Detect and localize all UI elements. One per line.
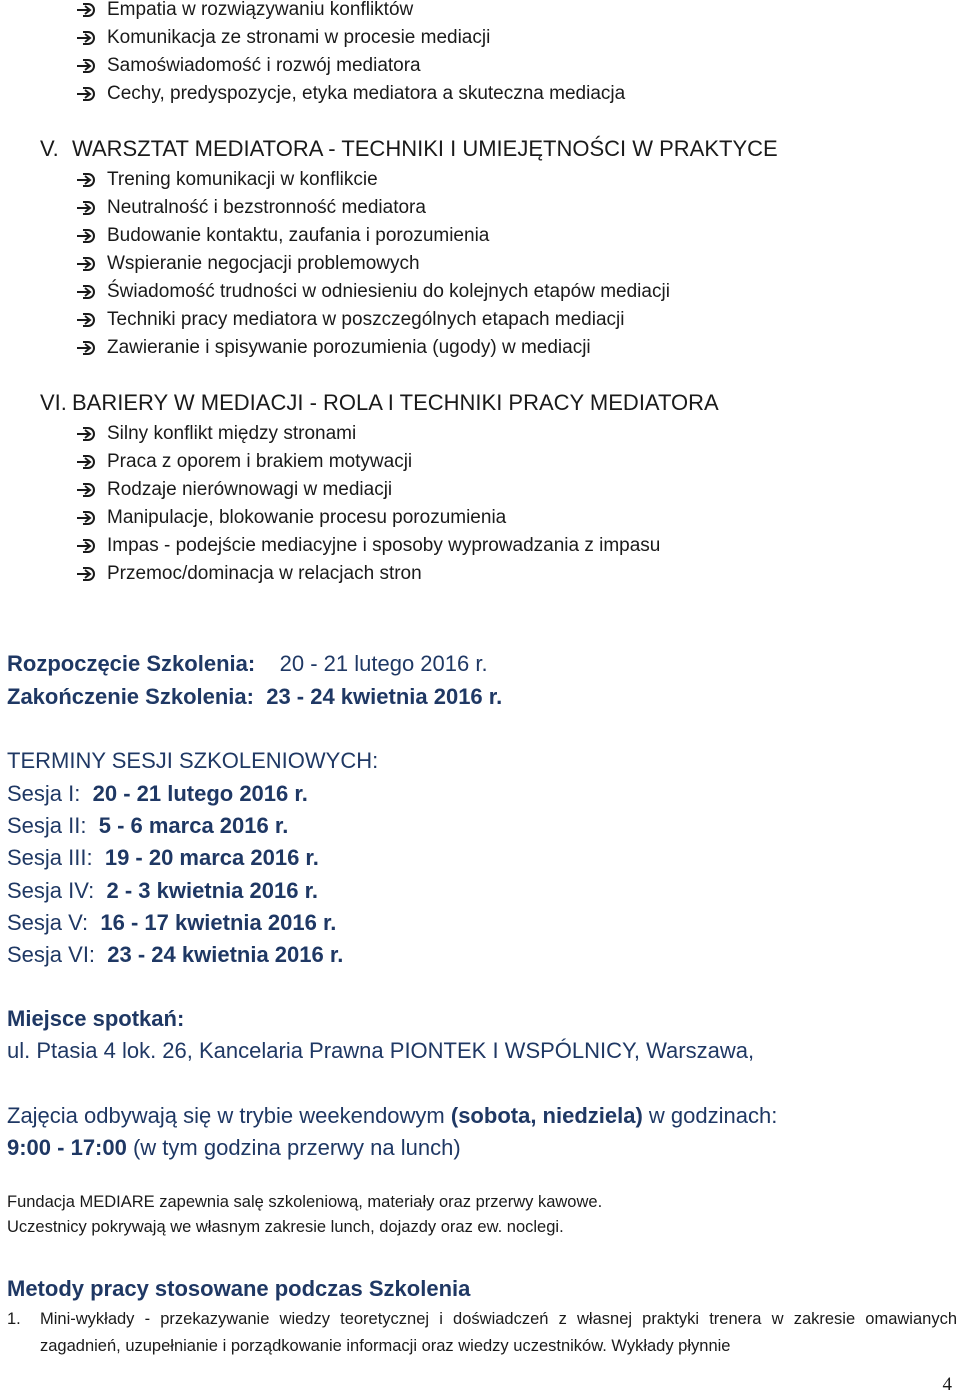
session-list [7,778,343,971]
bullet-item [75,24,625,52]
section-5-bullet-list [75,166,670,362]
bullet-item [75,560,660,588]
bullet-item [75,80,625,108]
end-value: 23 - 24 kwietnia 2016 r. [266,684,503,709]
bullet-text: Cechy, predyspozycje, etyka mediatora a skuteczna mediacja [107,83,626,104]
arrow-bullet-icon [75,340,97,356]
session-value: 20 - 21 lutego 2016 r. [92,781,308,806]
method-number: 1. [7,1310,21,1328]
terms-heading: TERMINY SESJI SZKOLENIOWYCH: [7,748,379,773]
arrow-bullet-icon [75,482,97,498]
place-heading: Miejsce spotkań: [7,1006,185,1031]
session-row [7,907,343,939]
note-costs: Uczestnicy pokrywają we własnym zakresie lunch, dojazdy oraz ew. noclegi. [7,1218,564,1236]
methods-heading: Metody pracy stosowane podczas Szkolenia [7,1276,471,1301]
classes-schedule [7,1103,777,1129]
session-label: Sesja III: [7,845,93,871]
classes-text-1: Zajęcia odbywają się w trybie weekendowym [7,1103,451,1128]
session-value: 19 - 20 marca 2016 r. [104,845,319,871]
section-6-title [40,390,719,416]
session-row [7,875,343,907]
arrow-bullet-icon [75,426,97,442]
bullet-item [75,504,660,532]
arrow-bullet-icon [75,256,97,272]
section-6-number: VI. [40,390,67,415]
section-6-bullet-list [75,420,660,588]
session-value: 5 - 6 marca 2016 r. [98,813,289,839]
bullet-text: Przemoc/dominacja w relacjach stron [107,563,422,584]
bullet-text: Trening komunikacji w konflikcie [107,169,378,190]
arrow-bullet-icon [75,228,97,244]
arrow-bullet-icon [75,510,97,526]
bullet-text: Komunikacja ze stronami w procesie mediacji [107,27,491,48]
training-start [7,651,488,677]
top-bullet-list [75,0,625,108]
bullet-text: Budowanie kontaktu, zaufania i porozumienia [107,225,490,246]
bullet-text: Rodzaje nierównowagi w mediacji [107,479,393,500]
arrow-bullet-icon [75,30,97,46]
bullet-text: Wspieranie negocjacji problemowych [107,253,420,274]
arrow-bullet-icon [75,58,97,74]
session-label: Sesja II: [7,813,87,839]
arrow-bullet-icon [75,86,97,102]
classes-hours-value: 9:00 - 17:00 [7,1135,127,1160]
bullet-text: Silny konflikt między stronami [107,423,357,444]
bullet-item [75,448,660,476]
arrow-bullet-icon [75,2,97,18]
end-label: Zakończenie Szkolenia: [7,684,254,709]
page-number: 4 [942,1374,952,1395]
bullet-text: Zawieranie i spisywanie porozumienia (ugody) w mediacji [107,337,591,358]
place-address: ul. Ptasia 4 lok. 26, Kancelaria Prawna PIONTEK I WSPÓLNICY, Warszawa, [7,1038,755,1063]
training-end [7,684,502,710]
bullet-text: Samoświadomość i rozwój mediatora [107,55,421,76]
section-5-heading: WARSZTAT MEDIATORA - TECHNIKI I UMIEJĘTNOŚCI W PRAKTYCE [72,136,778,161]
start-label: Rozpoczęcie Szkolenia: [7,651,256,676]
session-row [7,939,343,971]
bullet-text: Neutralność i bezstronność mediatora [107,197,426,218]
session-label: Sesja IV: [7,877,95,903]
bullet-item [75,532,660,560]
bullet-text: Świadomość trudności w odniesieniu do kolejnych etapów mediacji [107,281,670,302]
session-value: 2 - 3 kwietnia 2016 r. [106,877,319,903]
classes-text-2: w godzinach: [642,1103,778,1128]
bullet-item [75,250,670,278]
session-row [7,842,343,874]
bullet-item [75,52,625,80]
section-5-title [40,136,778,162]
bullet-text: Impas - podejście mediacyjne i sposoby wyprowadzania z impasu [107,535,661,556]
session-label: Sesja VI: [7,941,96,967]
bullet-text: Manipulacje, blokowanie procesu porozumienia [107,507,507,528]
bullet-item [75,0,625,24]
arrow-bullet-icon [75,454,97,470]
session-row [7,778,343,810]
bullet-item [75,420,660,448]
arrow-bullet-icon [75,538,97,554]
session-row [7,810,343,842]
arrow-bullet-icon [75,566,97,582]
session-label: Sesja I: [7,781,81,806]
session-label: Sesja V: [7,909,89,935]
arrow-bullet-icon [75,312,97,328]
bullet-text: Techniki pracy mediatora w poszczególnych etapach mediacji [107,309,625,330]
classes-days: (sobota, niedziela) [450,1103,643,1128]
arrow-bullet-icon [75,172,97,188]
bullet-text: Empatia w rozwiązywaniu konfliktów [107,0,414,20]
section-5-number: V. [40,136,59,161]
bullet-item [75,334,670,362]
start-value: 20 - 21 lutego 2016 r. [279,651,488,676]
bullet-item [75,194,670,222]
classes-hours [7,1135,461,1161]
bullet-item [75,278,670,306]
bullet-item [75,306,670,334]
bullet-item [75,476,660,504]
classes-hours-note: (w tym godzina przerwy na lunch) [126,1135,461,1160]
arrow-bullet-icon [75,200,97,216]
arrow-bullet-icon [75,284,97,300]
method-text: Mini-wykłady - przekazywanie wiedzy teoretycznej i doświadczeń z własnej praktyki trenera w zakresie omawianych zagadnień, uzupełnianie i porządkowanie informacji oraz wiedzy uczestników. Wykłady płynnie [40,1310,957,1355]
session-value: 23 - 24 kwietnia 2016 r. [107,941,344,967]
session-value: 16 - 17 kwietnia 2016 r. [100,909,337,935]
bullet-item [75,222,670,250]
section-6-heading: BARIERY W MEDIACJI - ROLA I TECHNIKI PRACY MEDIATORA [72,390,719,415]
note-materials: Fundacja MEDIARE zapewnia salę szkoleniową, materiały oraz przerwy kawowe. [7,1193,603,1211]
bullet-item [75,166,670,194]
bullet-text: Praca z oporem i brakiem motywacji [107,451,413,472]
